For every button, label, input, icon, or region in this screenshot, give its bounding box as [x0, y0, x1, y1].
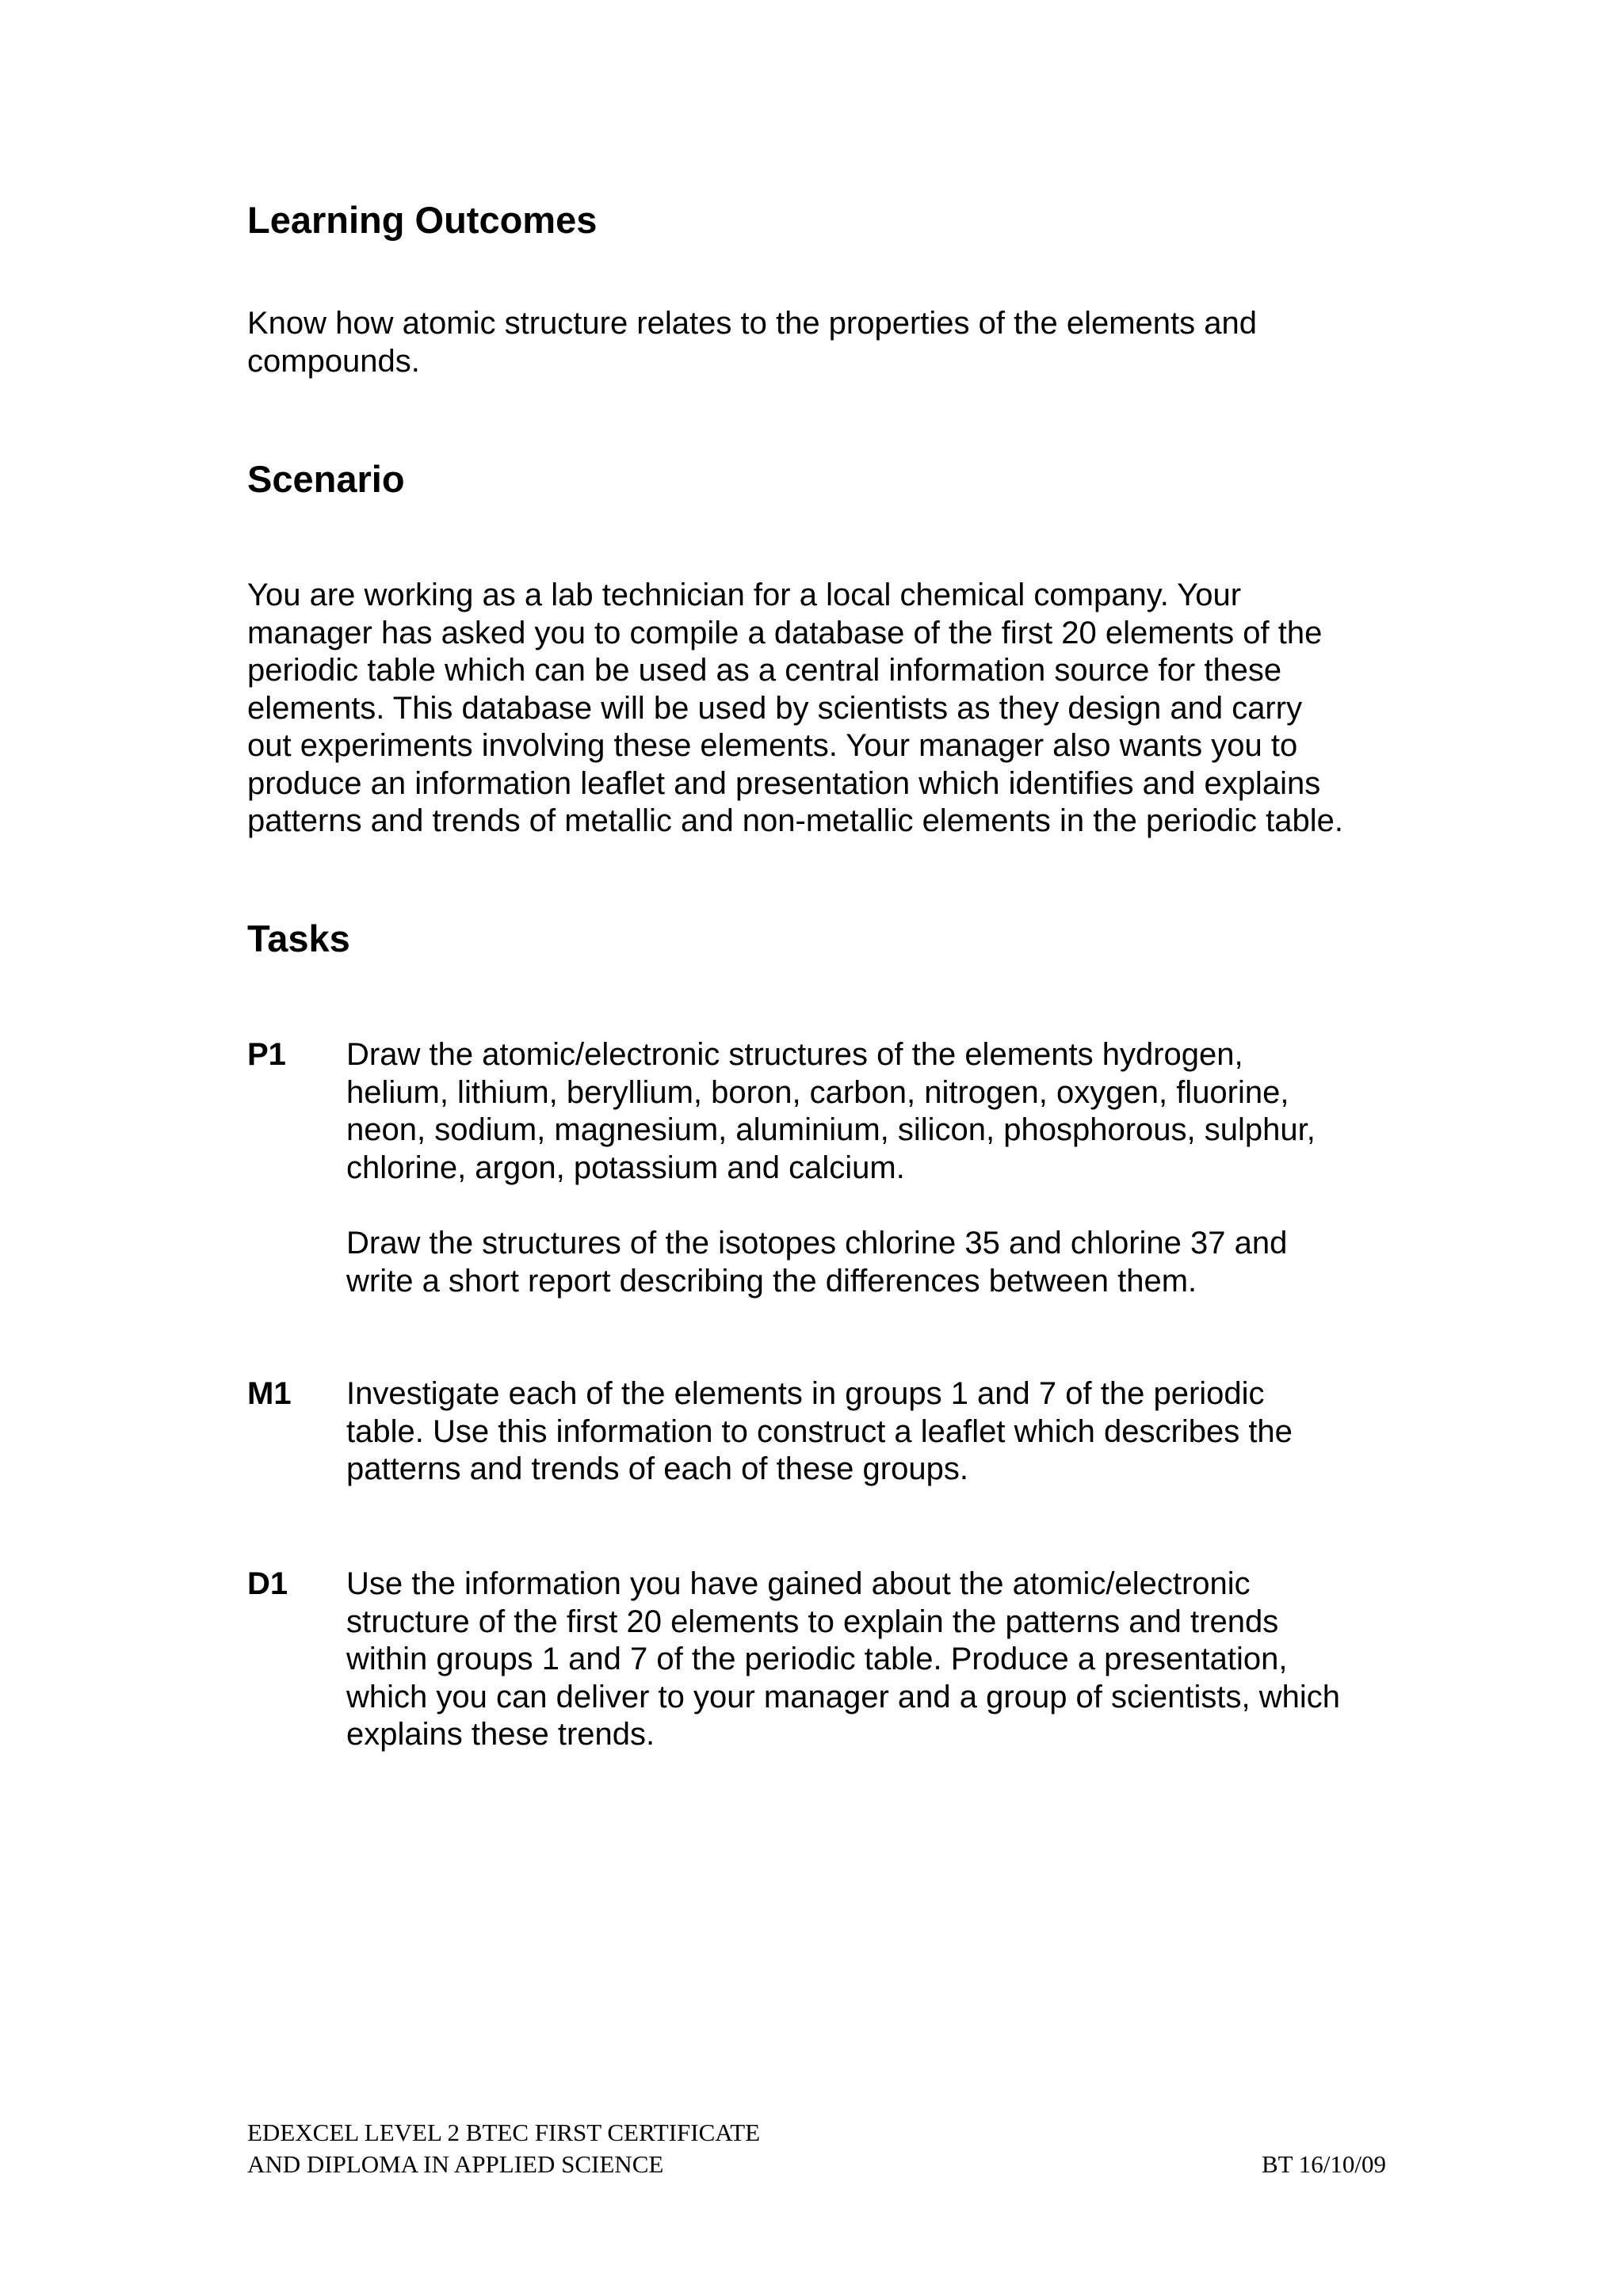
task-p1-description	[346, 1036, 1316, 1187]
text-line: explains these trends.	[346, 1717, 655, 1752]
task-code-p1: P1	[247, 1037, 286, 1072]
text-line: write a short report describing the differences between them.	[346, 1263, 1197, 1299]
text-line: helium, lithium, beryllium, boron, carbon, nitrogen, oxygen, fluorine,	[346, 1074, 1289, 1110]
text-line: produce an information leaflet and presentation which identifies and explains	[247, 765, 1321, 801]
text-line: Use the information you have gained about the atomic/electronic	[346, 1566, 1251, 1601]
text-line: Draw the atomic/electronic structures of the elements hydrogen,	[346, 1037, 1243, 1072]
text-line: structure of the first 20 elements to explain the patterns and trends	[346, 1604, 1279, 1639]
task-d1-description	[346, 1566, 1340, 1754]
text-line: neon, sodium, magnesium, aluminium, silicon, phosphorous, sulphur,	[346, 1112, 1316, 1147]
task-p1-isotopes	[346, 1225, 1287, 1300]
learning-outcomes-text	[247, 305, 1257, 380]
text-line: patterns and trends of each of these groups.	[346, 1451, 968, 1486]
text-line: which you can deliver to your manager and a group of scientists, which	[346, 1679, 1341, 1714]
text-line: compounds.	[247, 343, 420, 379]
text-line: Draw the structures of the isotopes chlorine 35 and chlorine 37 and	[346, 1226, 1288, 1261]
footer-reference: BT 16/10/09	[1261, 2150, 1386, 2178]
text-line: out experiments involving these elements. Your manager also wants you to	[247, 728, 1298, 763]
text-line: chlorine, argon, potassium and calcium.	[346, 1150, 905, 1185]
text-line: manager has asked you to compile a database of the first 20 elements of the	[247, 615, 1323, 650]
text-line: table. Use this information to construct a leaflet which describes the	[346, 1413, 1293, 1449]
task-m1-description	[346, 1375, 1293, 1489]
scenario-heading: Scenario	[247, 458, 405, 500]
text-line: elements. This database will be used by scientists as they design and carry	[247, 690, 1303, 726]
footer-line: AND DIPLOMA IN APPLIED SCIENCE	[247, 2150, 664, 2178]
text-line: Investigate each of the elements in groups 1 and 7 of the periodic	[346, 1376, 1265, 1411]
scenario-text	[247, 577, 1343, 841]
learning-outcomes-heading: Learning Outcomes	[247, 199, 598, 241]
text-line: within groups 1 and 7 of the periodic table. Produce a presentation,	[346, 1642, 1288, 1676]
footer-line: EDEXCEL LEVEL 2 BTEC FIRST CERTIFICATE	[247, 2119, 761, 2146]
tasks-heading: Tasks	[247, 917, 350, 959]
footer-course-title	[247, 2117, 760, 2180]
task-code-m1: M1	[247, 1376, 292, 1411]
text-line: You are working as a lab technician for a local chemical company. Your	[247, 578, 1242, 612]
text-line: periodic table which can be used as a central information source for these	[247, 653, 1282, 688]
text-line: Know how atomic structure relates to the properties of the elements and	[247, 306, 1258, 341]
text-line: patterns and trends of metallic and non-metallic elements in the periodic table.	[247, 803, 1343, 838]
task-code-d1: D1	[247, 1566, 288, 1601]
